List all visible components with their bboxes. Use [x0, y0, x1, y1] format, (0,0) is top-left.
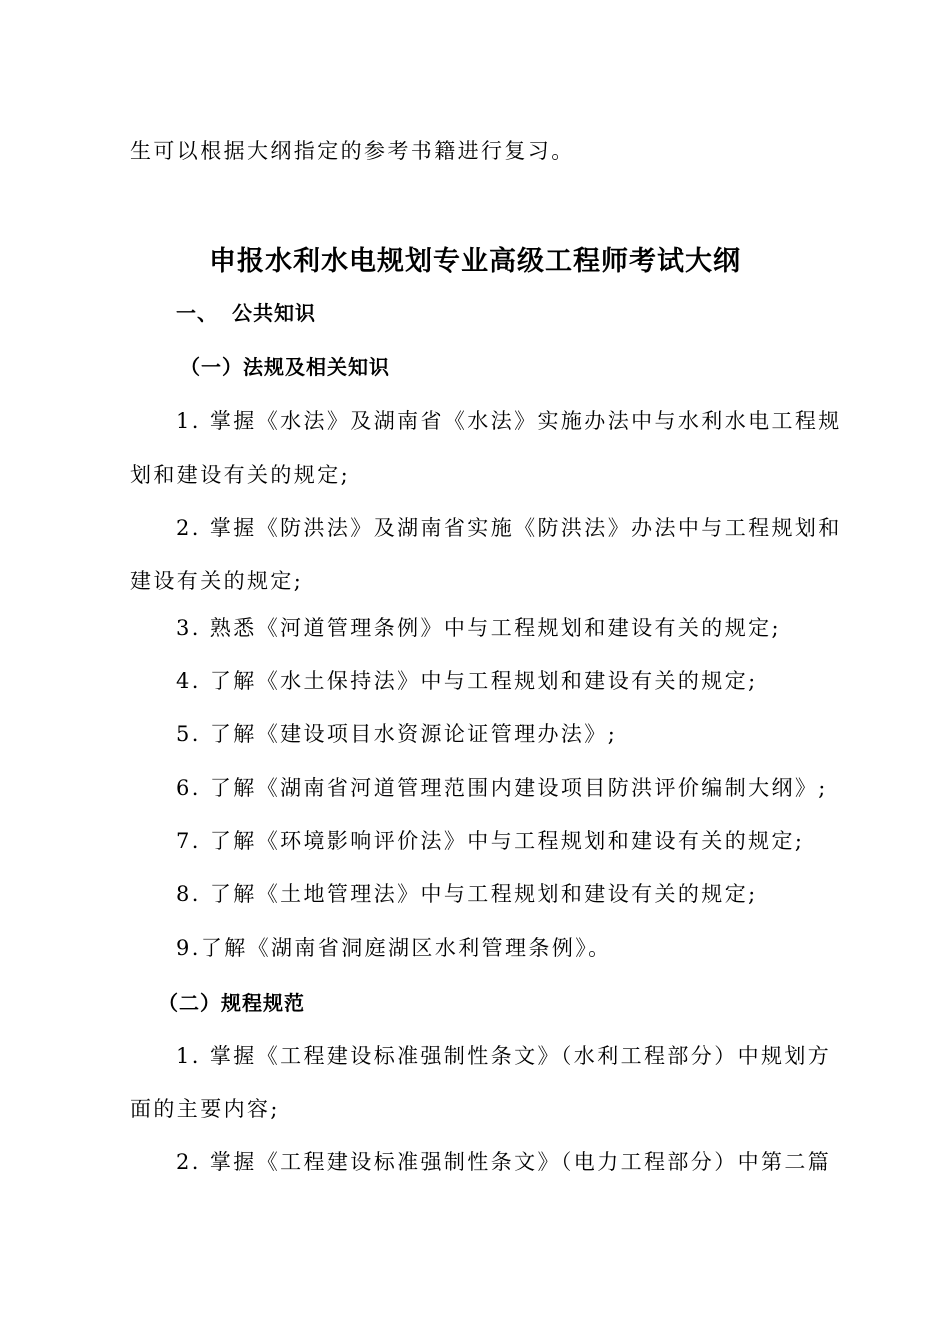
section-number: 一、	[176, 301, 218, 325]
list-item: 3. 熟悉《河道管理条例》中与工程规划和建设有关的规定;	[176, 616, 781, 640]
list-item: 2. 掌握《防洪法》及湖南省实施《防洪法》办法中与工程规划和	[176, 516, 842, 540]
list-item: 1. 掌握《水法》及湖南省《水法》实施办法中与水利水电工程规	[176, 409, 842, 433]
list-item: 7. 了解《环境影响评价法》中与工程规划和建设有关的规定;	[176, 829, 805, 853]
subsection-heading: （二）规程规范	[158, 991, 305, 1015]
list-item: 9.了解《湖南省洞庭湖区水利管理条例》。	[176, 936, 612, 960]
list-item-continuation: 划和建设有关的规定;	[130, 463, 351, 487]
section-heading: 公共知识	[232, 301, 316, 325]
list-item: 6. 了解《湖南省河道管理范围内建设项目防洪评价编制大纲》;	[176, 776, 828, 800]
page-title: 申报水利水电规划专业高级工程师考试大纲	[209, 246, 741, 277]
list-item: 2. 掌握《工程建设标准强制性条文》（电力工程部分）中第二篇	[176, 1150, 832, 1174]
list-item: 8. 了解《土地管理法》中与工程规划和建设有关的规定;	[176, 882, 758, 906]
subsection-heading: （一）法规及相关知识	[180, 355, 390, 379]
list-item: 5. 了解《建设项目水资源论证管理办法》;	[176, 722, 618, 746]
intro-line: 生可以根据大纲指定的参考书籍进行复习。	[130, 139, 575, 163]
list-item-continuation: 建设有关的规定;	[130, 569, 304, 593]
list-item-continuation: 面的主要内容;	[130, 1097, 280, 1121]
list-item: 4. 了解《水土保持法》中与工程规划和建设有关的规定;	[176, 669, 758, 693]
list-item: 1. 掌握《工程建设标准强制性条文》（水利工程部分）中规划方	[176, 1044, 832, 1068]
